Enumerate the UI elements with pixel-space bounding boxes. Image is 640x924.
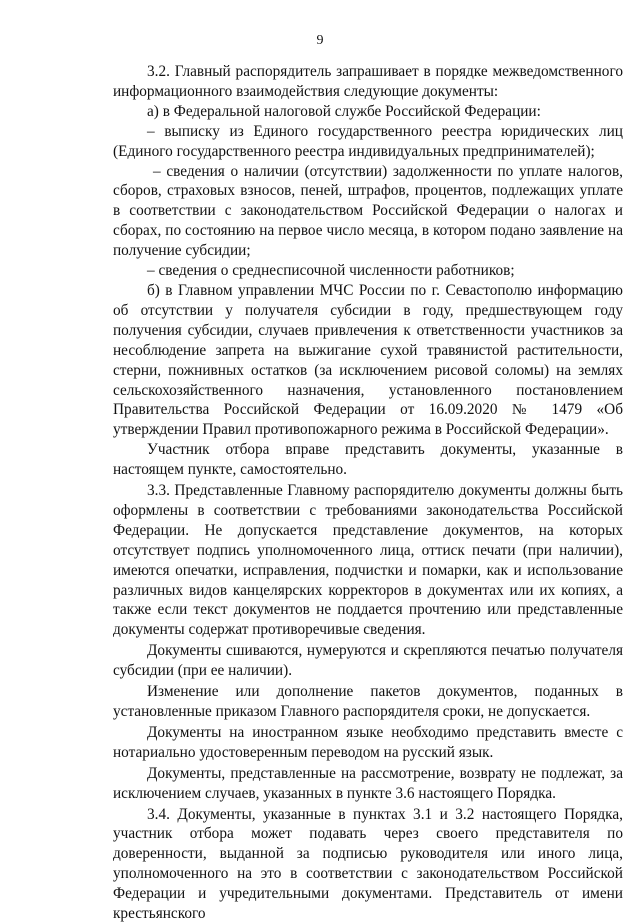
paragraph-no-return: Документы, представленные на рассмотрение, возврату не подлежат, за исключением случаев, указанных в пункте 3.6 настоящего Порядка.: [113, 764, 623, 802]
paragraph-tax-debt: – сведения о наличии (отсутствии) задолженности по уплате налогов, сборов, страховых взносов, пеней, штрафов, процентов, подлежащих уплате в соответствии с законодательством Российской Федерации о налогах и сборах, по состоянию на первое число месяца, в котором подано заявление на получение субсидии;: [113, 162, 623, 260]
paragraph-self-submit: Участник отбора вправе представить документы, указанные в настоящем пункте, самостоятельно.: [113, 441, 623, 479]
paragraph-item-b: б) в Главном управлении МЧС России по г. Севастополю информацию об отсутствии у получателя субсидии в году, предшествующем году получения субсидии, случаев привлечения к ответственности участников за несоблюдение запрета на выжигание сухой травянистой растительности, стерни, пожнивных остатков (за исключением рисовой соломы) на землях сельскохозяйственного назначения, установленного постановлением Правительства Российской Федерации от 16.09.2020 № 1479 «Об утверждении Правил противопожарного режима в Российской Федерации».: [113, 281, 623, 439]
paragraph-stitching: Документы сшиваются, нумеруются и скрепляются печатью получателя субсидии (при ее наличии).: [113, 642, 623, 680]
paragraph-egrul-extract: – выписку из Единого государственного реестра юридических лиц (Единого государственного реестра индивидуальных предпринимателей);: [113, 122, 623, 160]
paragraph-changes: Изменение или дополнение пакетов документов, поданных в установленные приказом Главного распорядителя сроки, не допускается.: [113, 683, 623, 720]
page-number: 9: [316, 33, 324, 48]
paragraph-item-a: а) в Федеральной налоговой службе Российской Федерации:: [147, 102, 541, 120]
paragraph-3-2: 3.2. Главный распорядитель запрашивает в порядке межведомственного информационного взаимодействия следующие документы:: [113, 63, 623, 100]
document-body: [113, 62, 623, 924]
paragraph-3-3: 3.3. Представленные Главному распорядителю документы должны быть оформлены в соответствии с требованиями законодательства Российской Федерации. Не допускается представление документов, на которых отсутствует подпись уполномоченного лица, оттиск печати (при наличии), имеются опечатки, исправления, подчистки и помарки, как и использование различных видов канцелярских корректоров в документах или их копиях, а также если текст документов не поддается прочтению или представленные документы содержат противоречивые сведения.: [113, 482, 623, 639]
paragraph-headcount: – сведения о среднесписочной численности работников;: [147, 262, 515, 280]
paragraph-3-4: 3.4. Документы, указанные в пунктах 3.1 и 3.2 настоящего Порядка, участник отбора может подавать через своего представителя по доверенности, выданной за подписью руководителя или иного лица, уполномоченного на это в соответствии с законодательством Российской Федерации и учредительными документами. Представитель от имени крестьянского: [113, 805, 623, 923]
paragraph-foreign-language: Документы на иностранном языке необходимо представить вместе с нотариально удостоверенным переводом на русский язык.: [113, 723, 623, 761]
